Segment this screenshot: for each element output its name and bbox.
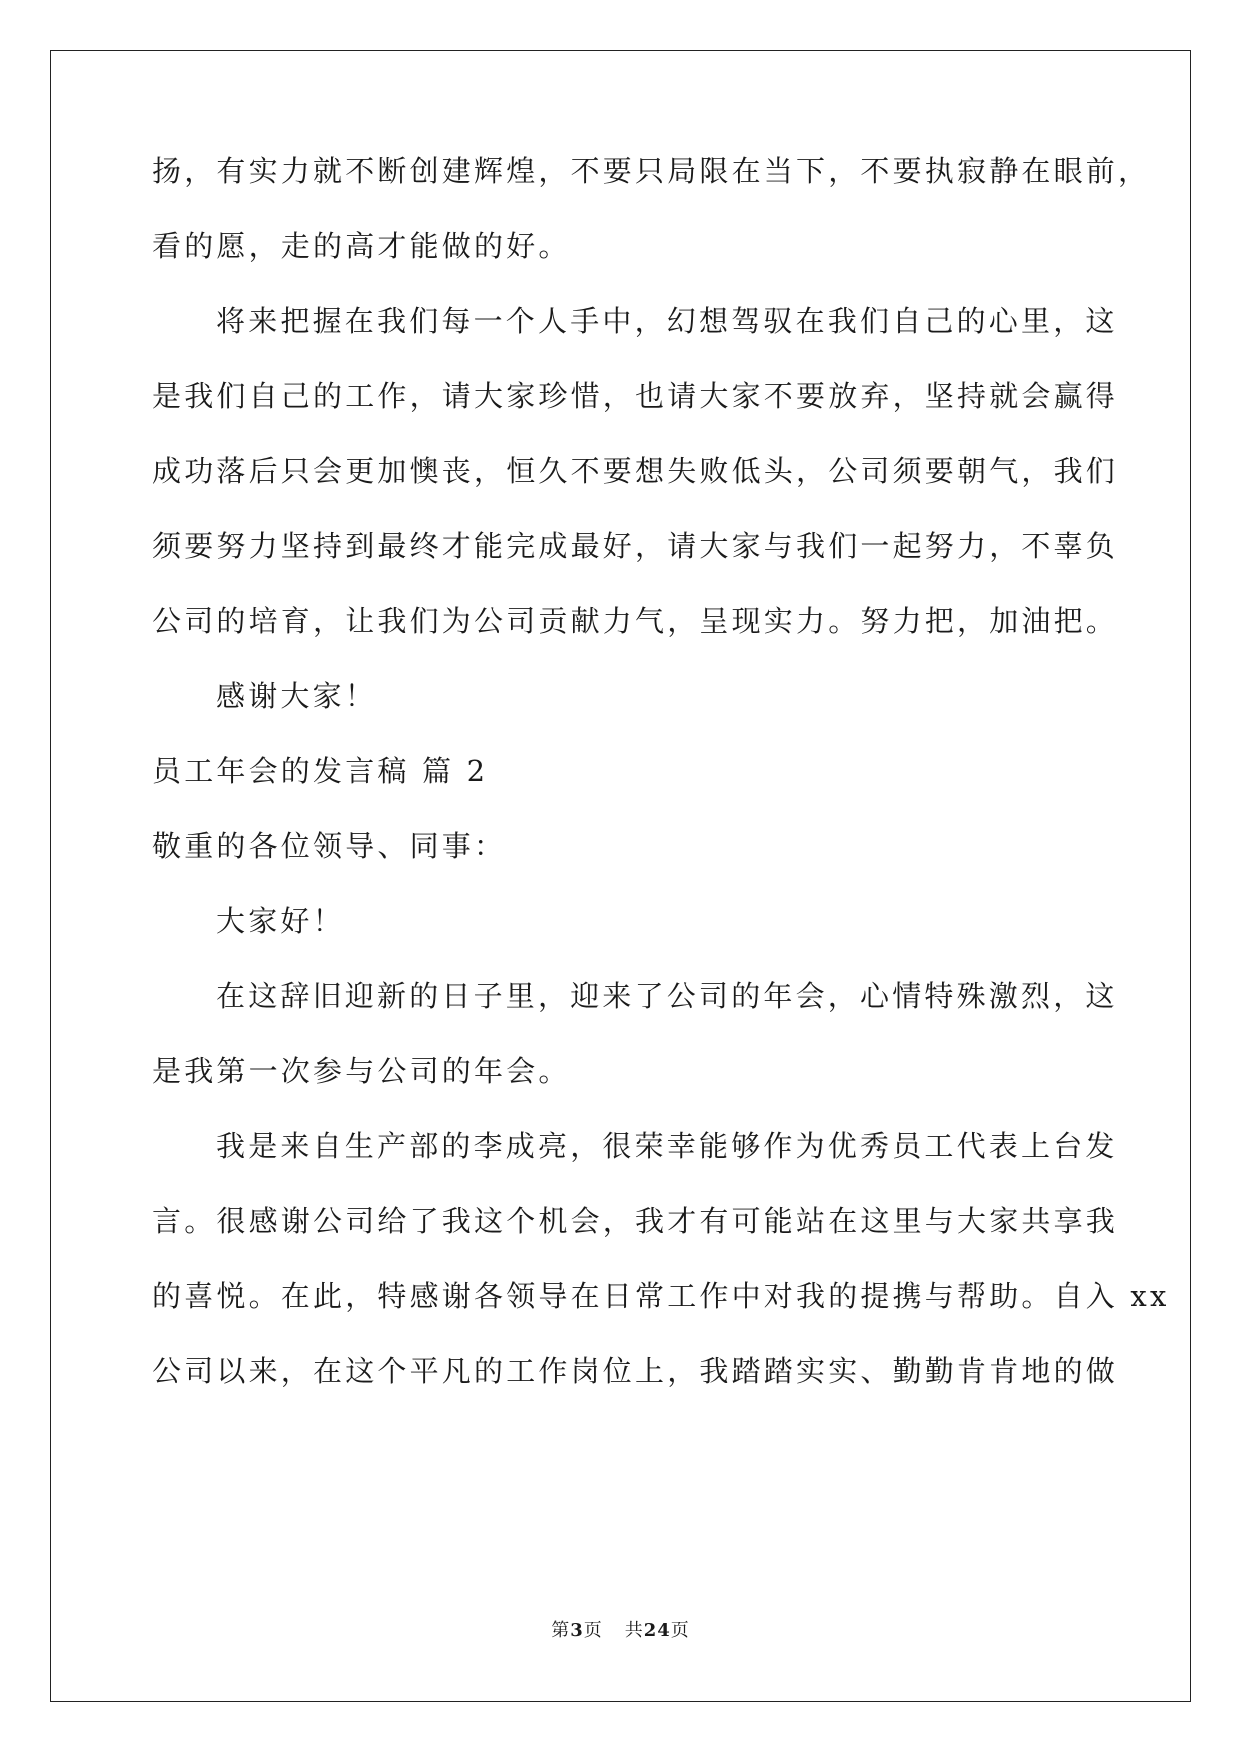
text-line: 公司以来，在这个平凡的工作岗位上，我踏踏实实、勤勤肯肯地的做 bbox=[152, 1354, 1119, 1388]
text-line: 看的愿，走的高才能做的好。 bbox=[152, 229, 571, 263]
greeting: 大家好！ bbox=[216, 904, 345, 938]
text-line: 是我们自己的工作，请大家珍惜，也请大家不要放弃，坚持就会赢得 bbox=[152, 379, 1119, 413]
page-footer bbox=[0, 1616, 1241, 1642]
closing-thanks: 感谢大家！ bbox=[216, 679, 378, 713]
text-line: 公司的培育，让我们为公司贡献力气，呈现实力。努力把，加油把。 bbox=[152, 604, 1119, 638]
salutation: 敬重的各位领导、同事： bbox=[152, 829, 507, 863]
paragraph-start: 在这辞旧迎新的日子里，迎来了公司的年会，心情特殊激烈，这 bbox=[216, 979, 1118, 1013]
text-line: 是我第一次参与公司的年会。 bbox=[152, 1054, 571, 1088]
text-line: 成功落后只会更加懊丧，恒久不要想失败低头，公司须要朝气，我们 bbox=[152, 454, 1119, 488]
paragraph-start: 将来把握在我们每一个人手中，幻想驾驭在我们自己的心里，这 bbox=[216, 304, 1118, 338]
page-border bbox=[50, 50, 1191, 1702]
footer-page-current: 3 bbox=[570, 1620, 584, 1641]
text-line: 须要努力坚持到最终才能完成最好，请大家与我们一起努力，不辜负 bbox=[152, 529, 1119, 563]
text-line: 扬，有实力就不断创建辉煌，不要只局限在当下，不要执寂静在眼前， bbox=[152, 154, 1151, 188]
section-heading: 员工年会的发言稿 篇 2 bbox=[152, 754, 489, 788]
footer-total-suffix: 页 bbox=[670, 1620, 690, 1641]
footer-page-prefix: 第 bbox=[551, 1620, 571, 1641]
footer-total-prefix: 共 bbox=[624, 1620, 644, 1641]
footer-page-mid: 页 bbox=[583, 1620, 603, 1641]
footer-page-total: 24 bbox=[643, 1620, 671, 1641]
text-line: 的喜悦。在此，特感谢各领导在日常工作中对我的提携与帮助。自入 xx bbox=[152, 1279, 1170, 1313]
text-line: 言。很感谢公司给了我这个机会，我才有可能站在这里与大家共享我 bbox=[152, 1204, 1119, 1238]
paragraph-start: 我是来自生产部的李成亮，很荣幸能够作为优秀员工代表上台发 bbox=[216, 1129, 1118, 1163]
